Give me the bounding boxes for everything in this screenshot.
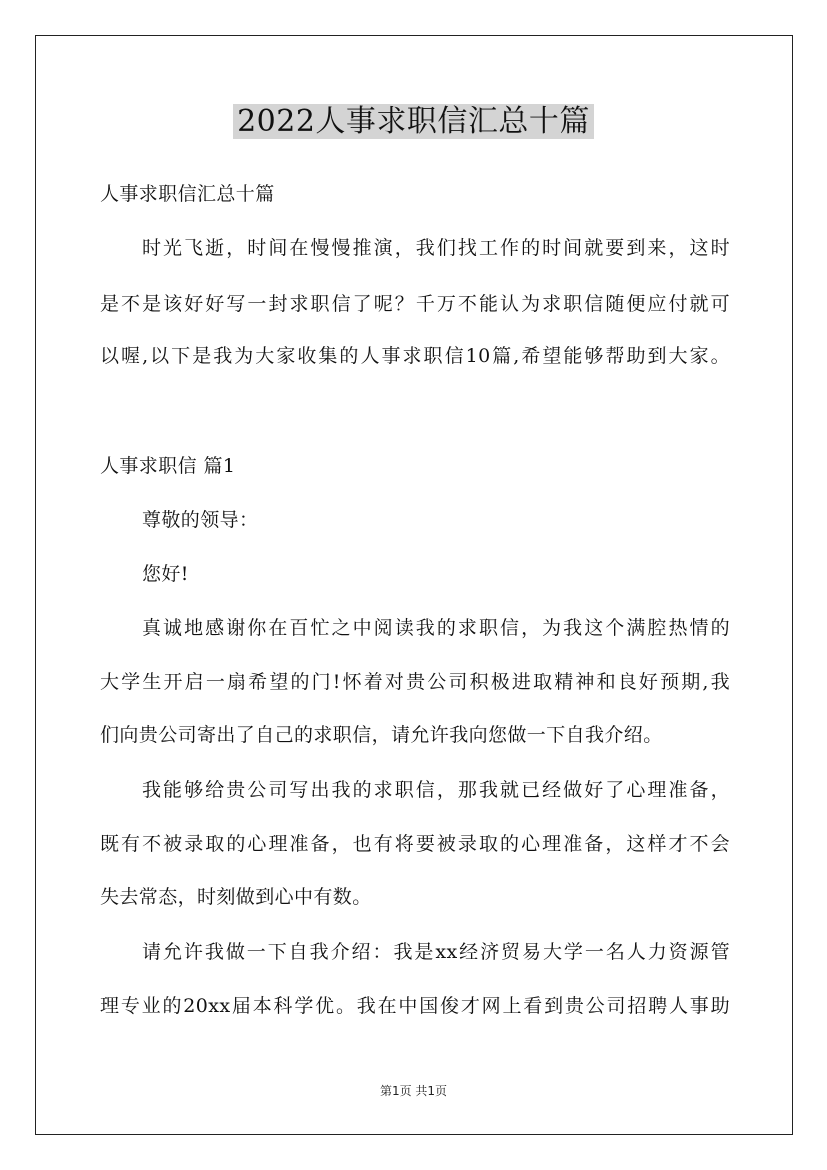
salutation: 尊敬的领导： [142, 509, 259, 531]
paragraph-2-line-2: 既有不被录取的心理准备，也有将要被录取的心理准备，这样才不会 [100, 833, 730, 855]
paragraph-2-line-1: 我能够给贵公司写出我的求职信，那我就已经做好了心理准备， [142, 779, 730, 801]
paragraph-1-line-2: 大学生开启一扇希望的门!怀着对贵公司积极进取精神和良好预期,我 [100, 671, 730, 693]
greeting: 您好! [142, 563, 189, 585]
intro-line-3: 以喔,以下是我为大家收集的人事求职信10篇,希望能够帮助到大家。 [100, 345, 730, 367]
section-heading: 人事求职信 篇1 [100, 455, 236, 477]
document-title [0, 100, 827, 144]
intro-line-1: 时光飞逝，时间在慢慢推演，我们找工作的时间就要到来，这时 [142, 237, 730, 259]
paragraph-2-line-3: 失去常态，时刻做到心中有数。 [100, 886, 372, 908]
paragraph-3-line-1: 请允许我做一下自我介绍：我是xx经济贸易大学一名人力资源管 [142, 941, 730, 963]
intro-line-2: 是不是该好好写一封求职信了呢？千万不能认为求职信随便应付就可 [100, 293, 730, 315]
paragraph-1-line-3: 们向贵公司寄出了自己的求职信，请允许我向您做一下自我介绍。 [100, 724, 663, 746]
paragraph-3-line-2: 理专业的20xx届本科学优。我在中国俊才网上看到贵公司招聘人事助 [100, 995, 730, 1017]
paragraph-1-line-1: 真诚地感谢你在百忙之中阅读我的求职信，为我这个满腔热情的 [142, 617, 730, 639]
page-number-footer: 第1页 共1页 [379, 1084, 448, 1098]
document-subtitle: 人事求职信汇总十篇 [100, 183, 275, 205]
document-title-text: 2022人事求职信汇总十篇 [233, 104, 594, 139]
